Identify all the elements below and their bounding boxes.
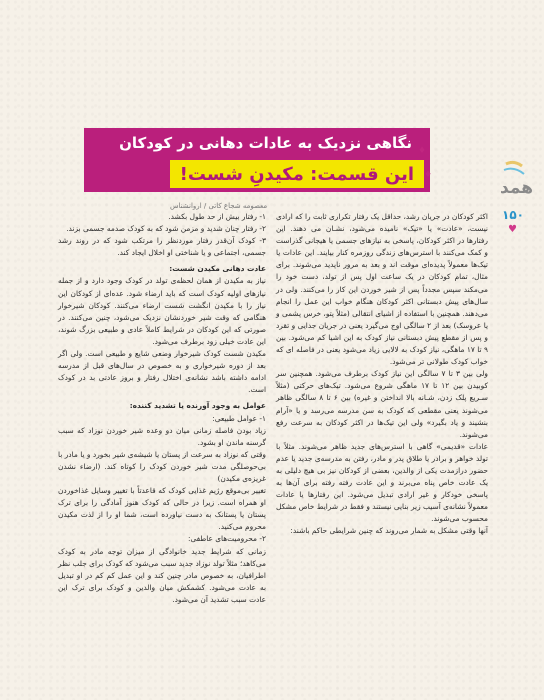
list-item: ۳- کودک آن‌قدر رفتار موردنظر را مرتکب شود که در روند رشد جسمی، اجتماعی و یا شناختی او اخلال ایجاد کند. — [58, 236, 266, 258]
page-number: ۱۵۰ — [502, 208, 524, 222]
paragraph: نیاز به مکیدن از همان لحظه‌ی تولد در کودک وجود دارد و از جمله نیازهای اولیه کودک است که باید ارضاء شود. عده‌ای از کودکان این نیاز را با مکیدن انگشت شست ارضاء می‌کنند. کودکان شیرخوار هنگامی که وقت شیر خوردنشان نزدیک می‌شود، چنین می‌کنند. در صورتی که این کودکان در شرایط کاملاً عادی و طبیعی بزرگ شوند، این عادت خیلی زود برطرف می‌شود. — [58, 276, 266, 346]
drop-icon: ♦ — [424, 170, 433, 180]
paragraph: آنها وقتی مشکل به شمار می‌روند که چنین شرایطی حاکم باشند: — [290, 526, 488, 536]
list-item: ۲- رفتار چنان شدید و مزمن شود که به کودک صدمه جسمی بزند. — [66, 224, 266, 234]
paragraph: زمانی که شرایط جدید خانوادگی از میزان توجه مادر به کودک می‌کاهد؛ مثلاً تولد نوزاد جدید سبب می‌شود که کودک برای جلب نظر اطرافیان، به خصوص مادر چنین کند و این عمل کم کم در او تبدیل به عادت می‌شود. کشمکش میان والدین و کودک برای ترک این عادت سبب تشدید آن می‌شود. — [58, 546, 266, 604]
paragraph: زیاد بودن فاصله زمانی میان دو وعده شیر خوردن نوزاد که سبب گرسنه ماندن او بشود. — [58, 425, 266, 447]
paragraph: تغییر بی‌موقع رژیم غذایی کودک که قاعدتاً با تغییر وسایل غذاخوردن او همراه است. زیرا در حالی که کودک هنوز آمادگی را برای ترک پستان یا پستانک به دست نیاورده است، شما او را از لذت مکیدن محروم می‌کنید. — [58, 486, 266, 532]
banner-subtitle: نگاهی نزدیک به عادات دهانی در کودکان — [119, 134, 412, 152]
paragraph: مکیدن شست کودک شیرخوار وضعی شایع و طبیعی است. ولی اگر بعد از دوره شیرخواری و به خصوص در سال‌های قبل از مدرسه ادامه داشته باشد نشانه‌ی اختلال رفتار و بروز عادتی بد در کودک است. — [58, 349, 266, 395]
right-text-column — [276, 211, 488, 538]
paragraph: اکثر کودکان در جریان رشد، حداقل یک رفتار تکراری ثابت را که ارادی نیست، «عادت» یا «تیک» نامیده می‌شود، نشـان می‌ دهند. این رفتارها در اکثر کودکان، پاسخی به نیازهای جسمی یا هیجانی گذراست و کمک می‌کنند با استرس‌های زندگی روزمره کنار بیایند. این عادات یا تیک‌ها معمولاً پدیده‌ای موقت اند و بعد به مرور ناپدید می‌شوند. برای مثال، تمام کودکان در یک ساعت اول پس از تولد، دست خود را می‌مکند سپس مجدداً پس از شیر خوردن این کار را می‌کنند. ولی در سال‌های پیش دبستانی اکثر کودکان هنگام خواب این عمل را انجام می‌دهند. همچنین با استفاده از اشیای انتقالی (مثلاً پتو، خرس پشمی و یا عروسک) بعد از ۲ سالگی اوج می‌گیرد یعنی در جریان جدایی و تقرد و پس از مقطع پیش دبستانی نیاز کودک به این اشیا کم می‌شود. بین ۹ تا ۱۷ ماهگی، نیاز کودک به لالایی زیاد می‌شود یعنی در فاصله ای که خواب کودک طولانی تر می‌شود. — [276, 212, 488, 367]
paragraph: وقتی که نوزاد به سرعت از پستان یا شیشه‌ی شیر بخورد و یا مادر با بی‌حوصلگی مدت شیر خوردن کودک را کوتاه کند. (ارضاء نشدن غریزه‌ی مکیدن) — [58, 449, 266, 483]
logo-text: همد — [500, 178, 534, 198]
heart-icon: ♥ — [508, 224, 517, 235]
left-text-column — [58, 211, 266, 606]
paragraph: ولی بین ۳ تا ۷ سالگی این نیاز کودک برطرف می‌شود. همچنین سر کوبیدن بین ۱۲ تا ۱۷ ماهگی شروع می‌شود. تیک‌های حرکتی (مثلاً سـریع پلک زدن، شـانه بالا انداختن و غیره) بین ۶ تا ۸ سالگی ظاهر می‌شوند یعنی مقطعی که کودک به سن مدرسه می‌رسد و یا «آرام بنشیند و یاد بگیرد» ولی این تیک‌ها در اکثر کودکان به سرعت رفع می‌شوند. — [276, 369, 488, 439]
subheading: ۱- عوامل طبیعی: — [212, 413, 266, 423]
banner-title-highlight — [170, 160, 424, 188]
section-heading: عوامل به وجود آورنده یا تشدید کننده: — [129, 401, 266, 411]
paragraph: عادات «قدیمی» گاهی با استرس‌های جدید ظاهر می‌شوند. مثلاً با تولد خواهر و برادر یا طلاق پدر و مادر، رفتن به مدرسه‌ی جدید یا عدم حضور درازمدت یکی از والدین، بعضی از کودکان نیز بی هیچ دلیلی به یک عادت خاص پناه می‌برند و این عادت رفته رفته برای آن‌ها به پاسخی خودکار و غیر ارادی تبدیل می‌شود. این رفتارها یا عادات معمولاً نشانه‌ی آسیب زیر بنایی نیستند و فقط در شرایط خاص مشکل محسوب می‌شوند. — [276, 441, 488, 524]
subheading: ۲- محرومیت‌های عاطفی: — [187, 534, 266, 544]
list-item: ۱- رفتار بیش از حد طول بکشد. — [168, 212, 266, 221]
author-credit: معصومه شجاع کاتی / اروانشناس — [170, 202, 268, 210]
title-banner — [84, 128, 433, 192]
banner-title: این قسمت: مکیدنِ شست! — [179, 163, 414, 185]
section-heading: عادت دهانی مکیدن شست: — [169, 264, 266, 274]
drop-icon: ♦ — [418, 146, 427, 156]
